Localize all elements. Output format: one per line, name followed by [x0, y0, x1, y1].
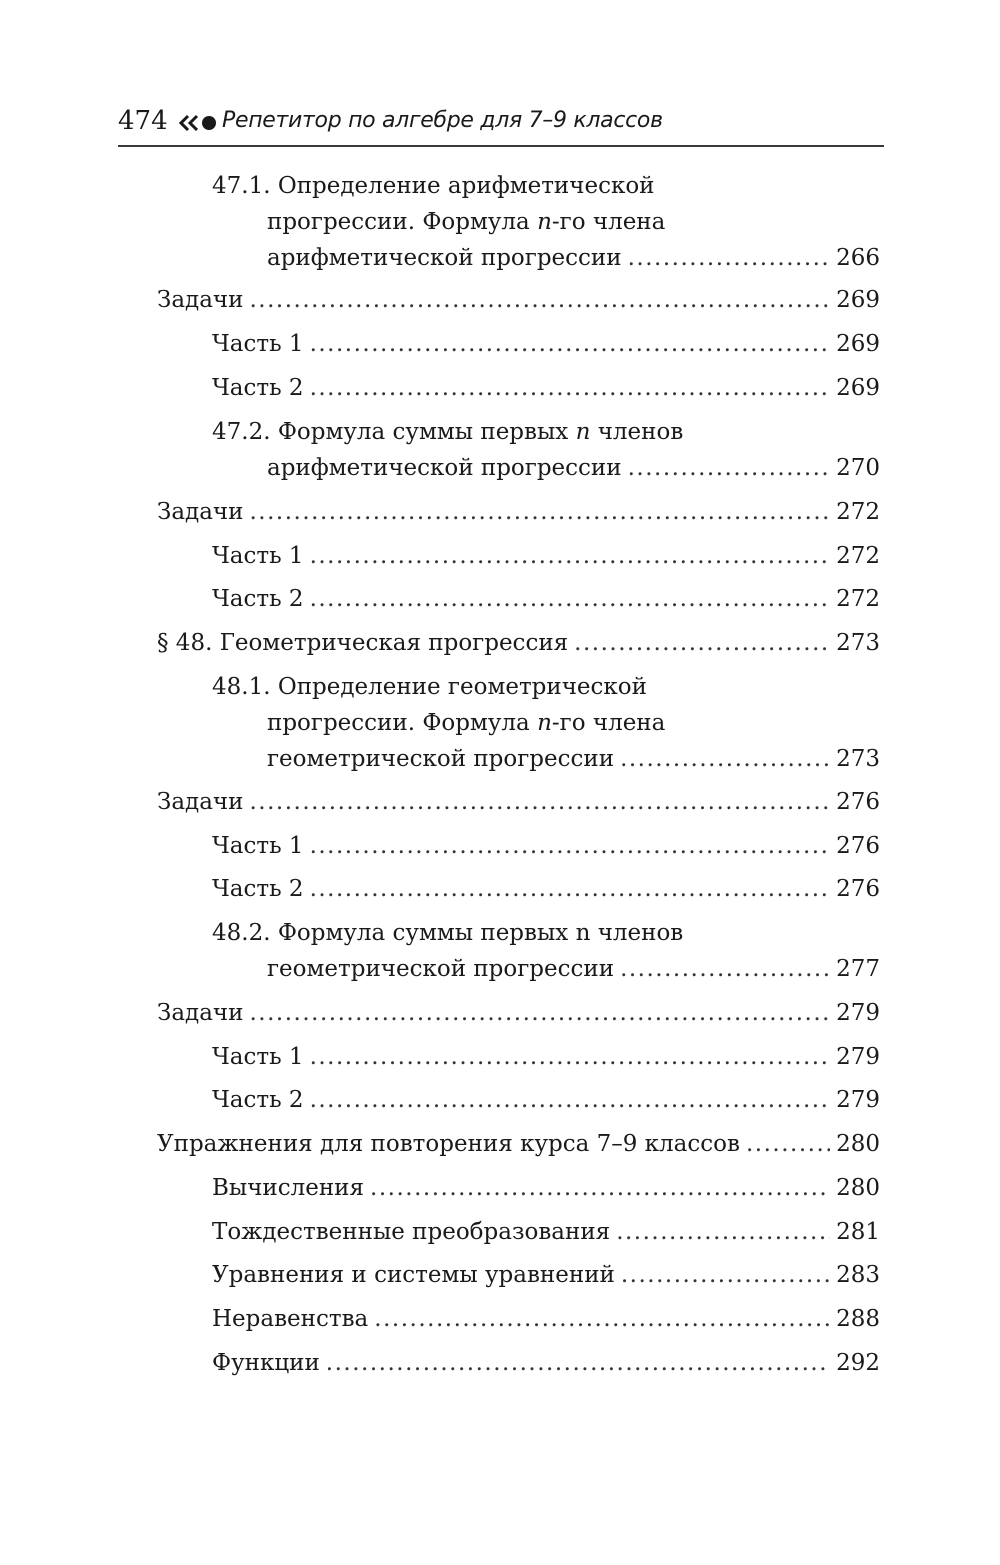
toc-entry-identities[interactable]	[212, 1214, 880, 1250]
page-ref: 280	[836, 1131, 880, 1157]
toc-entry-part-2[interactable]	[212, 871, 880, 907]
toc-entry-section-48[interactable]	[157, 625, 880, 661]
dot-leader	[616, 1214, 830, 1250]
page-ref: 280	[836, 1175, 880, 1201]
toc-entry-text: арифметической прогрессии	[267, 455, 622, 481]
toc-entry-text: геометрической прогрессии	[267, 956, 615, 982]
dot-leader	[628, 240, 831, 276]
dot-leader	[620, 741, 830, 777]
toc-entry-exercises[interactable]	[157, 1126, 880, 1162]
toc-entry-text: Тождественные преобразования	[212, 1219, 611, 1245]
toc-entry-part-2[interactable]	[212, 370, 880, 406]
dot-leader	[310, 828, 831, 864]
page-ref: 281	[836, 1219, 880, 1245]
dot-leader	[746, 1126, 830, 1162]
toc-entry-47-1[interactable]	[212, 168, 880, 276]
page-ref: 270	[836, 455, 880, 481]
page-number: 474	[118, 106, 168, 136]
page-ref: 269	[836, 287, 880, 313]
toc-entry-part-2[interactable]	[212, 1082, 880, 1118]
toc-entry-tasks[interactable]	[157, 784, 880, 820]
toc-entry-text: геометрической прогрессии	[267, 746, 615, 772]
running-header	[118, 102, 884, 142]
toc-entry-text: Часть 1	[212, 1044, 304, 1070]
page-ref: 273	[836, 630, 880, 656]
toc-entry-text: Неравенства	[212, 1306, 369, 1332]
dot-leader	[326, 1345, 830, 1381]
toc-entry-text: Задачи	[157, 499, 244, 525]
toc-entry-text: -го члена	[551, 710, 666, 736]
dot-leader	[249, 995, 830, 1031]
page-ref: 272	[836, 586, 880, 612]
dot-leader	[249, 282, 830, 318]
dot-leader	[310, 871, 831, 907]
dot-leader	[620, 951, 830, 987]
toc-entry-text: Часть 2	[212, 375, 304, 401]
toc-entry-48-1[interactable]	[212, 669, 880, 777]
page-ref: 269	[836, 375, 880, 401]
italic-variable: n	[537, 209, 552, 235]
toc-entry-text: Задачи	[157, 287, 244, 313]
page-ref: 292	[836, 1350, 880, 1376]
dot-leader	[249, 784, 830, 820]
dot-leader	[370, 1170, 830, 1206]
toc-entry-text: -го члена	[551, 209, 666, 235]
dot-leader	[628, 450, 831, 486]
toc-entry-tasks[interactable]	[157, 995, 880, 1031]
toc-entry-part-1[interactable]	[212, 1039, 880, 1075]
toc-entry-calculations[interactable]	[212, 1170, 880, 1206]
toc-entry-text: Упражнения для повторения курса 7–9 классов	[157, 1131, 740, 1157]
page-ref: 279	[836, 1044, 880, 1070]
toc-entry-text: Задачи	[157, 1000, 244, 1026]
toc-entry-text: Задачи	[157, 789, 244, 815]
page-ref: 279	[836, 1087, 880, 1113]
page-ref: 276	[836, 876, 880, 902]
page-ref: 266	[836, 245, 880, 271]
toc-entry-text: Часть 1	[212, 833, 304, 859]
toc-entry-text: Часть 1	[212, 543, 304, 569]
page-ref: 277	[836, 956, 880, 982]
toc-entry-text: Часть 2	[212, 876, 304, 902]
toc-entry-tasks[interactable]	[157, 282, 880, 318]
toc-entry-text: 48.2. Формула суммы первых n членов	[212, 920, 684, 946]
page-ref: 283	[836, 1262, 880, 1288]
italic-variable: n	[537, 710, 552, 736]
dot-leader	[310, 581, 831, 617]
toc-entry-text: прогрессии. Формула	[267, 710, 538, 736]
page-ref: 276	[836, 833, 880, 859]
header-rule	[118, 145, 884, 147]
toc-entry-part-1[interactable]	[212, 326, 880, 362]
book-title: Репетитор по алгебре для 7–9 классов	[222, 108, 663, 133]
dot-leader	[249, 494, 830, 530]
dot-leader	[621, 1257, 830, 1293]
page-ref: 272	[836, 543, 880, 569]
page-ref: 279	[836, 1000, 880, 1026]
toc-entry-tasks[interactable]	[157, 494, 880, 530]
dot-leader	[310, 326, 831, 362]
toc-entry-text: § 48. Геометрическая прогрессия	[157, 630, 569, 656]
toc-entry-48-2[interactable]	[212, 915, 880, 987]
dot-leader	[310, 370, 831, 406]
toc-entry-functions[interactable]	[212, 1345, 880, 1381]
toc-entry-text: 48.1. Определение геометрической	[212, 674, 647, 700]
double-chevron-dot-icon	[178, 112, 224, 134]
dot-leader	[310, 1039, 831, 1075]
page-ref: 272	[836, 499, 880, 525]
toc-entry-inequalities[interactable]	[212, 1301, 880, 1337]
italic-variable: n	[575, 419, 591, 445]
dot-leader	[310, 538, 831, 574]
toc-entry-text: Уравнения и системы уравнений	[212, 1262, 615, 1288]
toc-entry-text: 47.1. Определение арифметической	[212, 173, 655, 199]
toc-entry-text: Вычисления	[212, 1175, 365, 1201]
toc-entry-part-1[interactable]	[212, 828, 880, 864]
toc-entry-equations[interactable]	[212, 1257, 880, 1293]
dot-leader	[310, 1082, 831, 1118]
dot-leader	[374, 1301, 830, 1337]
page-ref: 273	[836, 746, 880, 772]
toc-entry-part-2[interactable]	[212, 581, 880, 617]
toc-entry-text: арифметической прогрессии	[267, 245, 622, 271]
toc-entry-text: прогрессии. Формула	[267, 209, 538, 235]
toc-entry-text: Часть 1	[212, 331, 304, 357]
dot-leader	[574, 625, 830, 661]
toc-entry-text: Часть 2	[212, 1087, 304, 1113]
page-ref: 288	[836, 1306, 880, 1332]
toc-entry-text: 47.2. Формула суммы первых	[212, 419, 576, 445]
toc-entry-text: Часть 2	[212, 586, 304, 612]
page-ref: 269	[836, 331, 880, 357]
toc-entry-text: Функции	[212, 1350, 320, 1376]
toc-entry-part-1[interactable]	[212, 538, 880, 574]
toc-entry-text: членов	[590, 419, 684, 445]
page-ref: 276	[836, 789, 880, 815]
toc-entry-47-2[interactable]	[212, 414, 880, 486]
